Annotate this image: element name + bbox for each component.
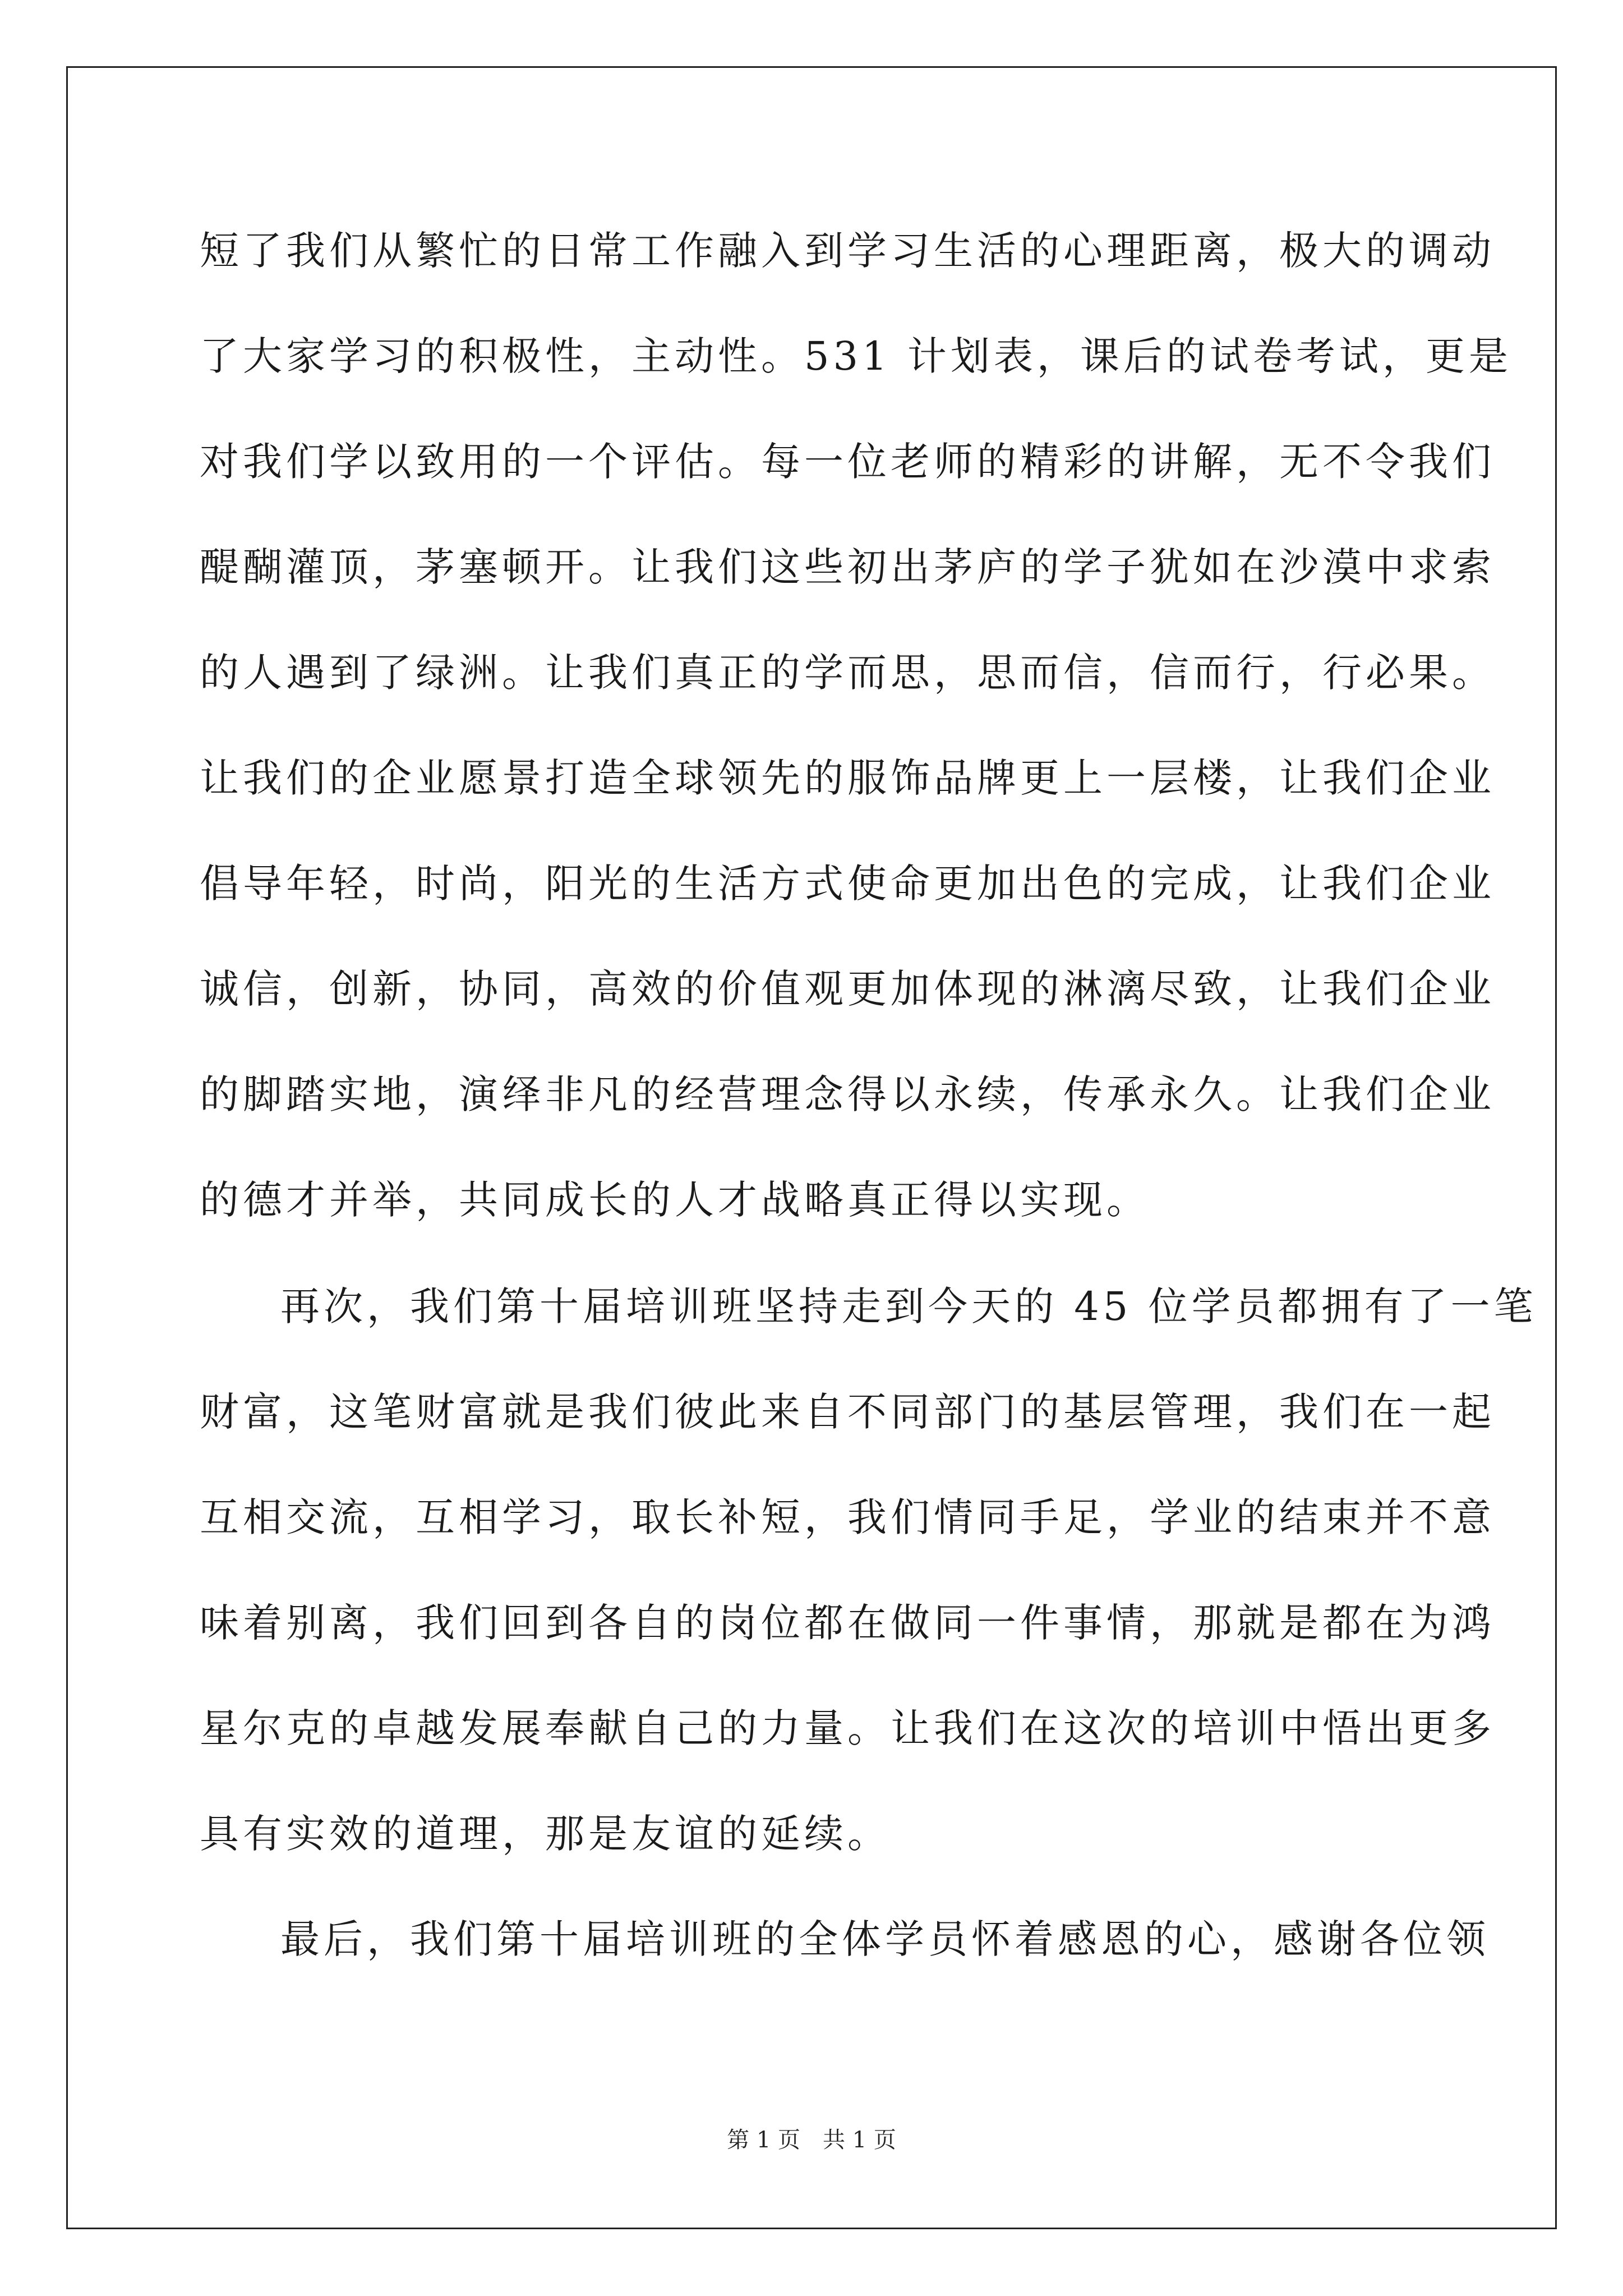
text-line: 的人遇到了绿洲。让我们真正的学而思，思而信，信而行，行必果。 [200,650,1495,696]
paragraph-start-line: 再次，我们第十届培训班坚持走到今天的 45 位学员都拥有了一笔 [280,1283,1537,1329]
text-line: 对我们学以致用的一个评估。每一位老师的精彩的讲解，无不令我们 [200,439,1495,485]
text-line: 醍醐灌顶，茅塞顿开。让我们这些初出茅庐的学子犹如在沙漠中求索 [200,544,1495,590]
text-line: 味着别离，我们回到各自的岗位都在做同一件事情，那就是都在为鸿 [200,1600,1495,1646]
text-line: 让我们的企业愿景打造全球领先的服饰品牌更上一层楼，让我们企业 [200,755,1495,801]
text-line: 星尔克的卓越发展奉献自己的力量。让我们在这次的培训中悟出更多 [200,1705,1495,1751]
text-line: 具有实效的道理，那是友谊的延续。 [200,1811,891,1857]
text-line: 财富，这笔财富就是我们彼此来自不同部门的基层管理，我们在一起 [200,1389,1495,1435]
text-line: 的脚踏实地，演绎非凡的经营理念得以永续，传承永久。让我们企业 [200,1071,1495,1117]
page-number-footer: 第 1 页 共 1 页 [727,2127,896,2153]
text-line: 的德才并举，共同成长的人才战略真正得以实现。 [200,1177,1150,1223]
paragraph-start-line: 最后，我们第十届培训班的全体学员怀着感恩的心，感谢各位领 [280,1916,1490,1962]
text-line: 短了我们从繁忙的日常工作融入到学习生活的心理距离，极大的调动 [200,228,1495,274]
text-line: 了大家学习的积极性，主动性。531 计划表，课后的试卷考试，更是 [200,333,1512,379]
text-line: 诚信，创新，协同，高效的价值观更加体现的淋漓尽致，让我们企业 [200,966,1495,1012]
text-line: 倡导年轻，时尚，阳光的生活方式使命更加出色的完成，让我们企业 [200,861,1495,907]
text-line: 互相交流，互相学习，取长补短，我们情同手足，学业的结束并不意 [200,1494,1495,1540]
page-border [66,66,1557,2229]
